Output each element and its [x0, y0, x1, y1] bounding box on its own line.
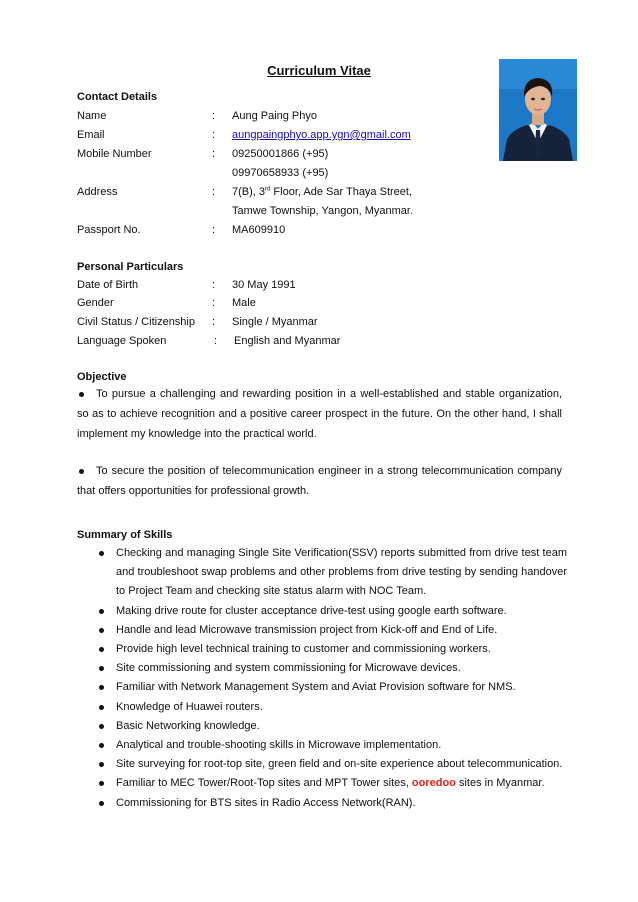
mobile-1: 09250001866 (+95)	[232, 148, 329, 160]
dob-value: 30 May 1991	[232, 279, 296, 291]
dob-label: Date of Birth	[77, 279, 139, 291]
colon: :	[212, 129, 216, 141]
objective-item: To secure the position of telecommunication engineer in a strong telecommunication company that offers opportunities for professional growth.	[77, 465, 562, 497]
name-label: Name	[77, 110, 107, 122]
skill-item: Commissioning for BTS sites in Radio Access Network(RAN).	[97, 794, 567, 813]
skill-item: Site surveying for root-top site, green field and on-site experience about telecommunication.	[97, 755, 567, 774]
skill-item: Basic Networking knowledge.	[97, 717, 567, 736]
passport-label: Passport No.	[77, 224, 141, 236]
name-value: Aung Paing Phyo	[232, 110, 318, 122]
colon: :	[212, 316, 216, 328]
passport-value: MA609910	[232, 224, 286, 236]
skill-item: Site commissioning and system commissioning for Microwave devices.	[97, 659, 567, 678]
skill-item: Making drive route for cluster acceptance drive-test using google earth software.	[97, 602, 567, 621]
skills-list	[97, 544, 567, 813]
email-label: Email	[77, 129, 105, 141]
language-label: Language Spoken	[77, 335, 167, 347]
colon: :	[212, 148, 216, 160]
skill-item: Familiar to MEC Tower/Root-Top sites and MPT Tower sites, ooredoo sites in Myanmar.	[97, 774, 567, 793]
objective-heading: Objective	[77, 371, 127, 383]
personal-heading: Personal Particulars	[77, 261, 184, 273]
colon: :	[212, 224, 216, 236]
gender-value: Male	[232, 297, 256, 309]
skill-item: Checking and managing Single Site Verification(SSV) reports submitted from drive test team and troubleshoot swap problems and other problems from drive testing by sending handover to Project Team and checking site status alarm with NOC Team.	[97, 544, 567, 602]
address-line2: Tamwe Township, Yangon, Myanmar.	[232, 205, 413, 217]
ooredoo-brand: ooredoo	[411, 777, 456, 790]
gender-label: Gender	[77, 297, 114, 309]
language-value: English and Myanmar	[234, 335, 341, 347]
bullet-icon	[79, 392, 84, 397]
address-line1: 7(B), 3rd Floor, Ade Sar Thaya Street,	[232, 186, 413, 198]
colon: :	[212, 186, 216, 198]
civil-value: Single / Myanmar	[232, 316, 318, 328]
contact-heading: Contact Details	[77, 91, 158, 103]
skill-item: Knowledge of Huawei routers.	[97, 698, 567, 717]
skills-heading: Summary of Skills	[77, 529, 173, 541]
mobile-2: 09970658933 (+95)	[232, 167, 329, 179]
bullet-icon	[79, 469, 84, 474]
colon: :	[212, 110, 216, 122]
skill-item: Handle and lead Microwave transmission project from Kick-off and End of Life.	[97, 621, 567, 640]
mobile-label: Mobile Number	[77, 148, 152, 160]
skill-item: Analytical and trouble-shooting skills in Microwave implementation.	[97, 736, 567, 755]
cv-title: Curriculum Vitae	[267, 63, 371, 78]
colon: :	[212, 297, 216, 309]
colon: :	[212, 279, 216, 291]
colon: :	[214, 335, 218, 347]
objective-item: To pursue a challenging and rewarding position in a well-established and stable organization, so as to achieve recognition and a positive career prospect in the future. On the other hand, I shall implement my knowledge into the practical world.	[77, 388, 562, 440]
profile-photo	[499, 59, 577, 161]
address-label: Address	[77, 186, 118, 198]
email-link[interactable]: aungpaingphyo.app.ygn@gmail.com	[232, 129, 411, 141]
skill-item: Familiar with Network Management System and Aviat Provision software for NMS.	[97, 678, 567, 697]
civil-label: Civil Status / Citizenship	[77, 316, 195, 328]
skill-item: Provide high level technical training to customer and commissioning workers.	[97, 640, 567, 659]
